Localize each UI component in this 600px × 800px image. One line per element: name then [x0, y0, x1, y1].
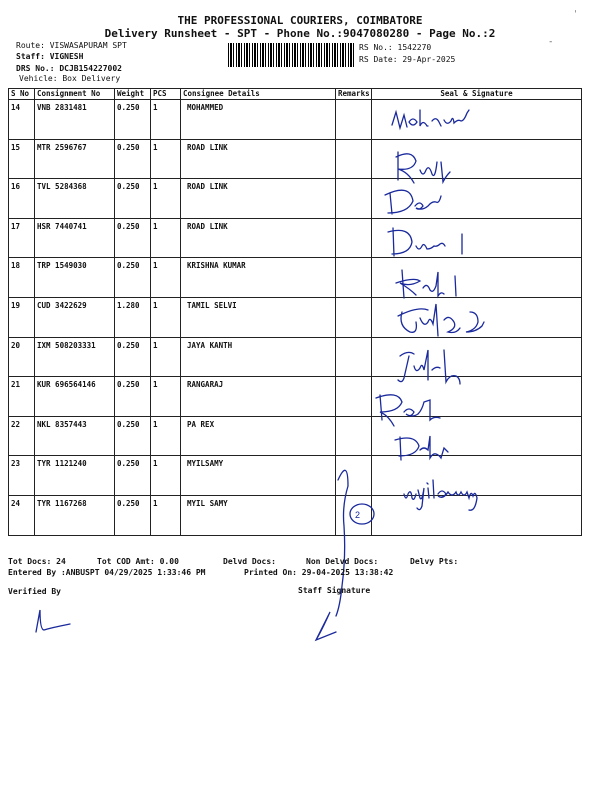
remark-circle-number: 2	[355, 510, 361, 520]
sno-cell: 22	[9, 416, 35, 456]
col-consignment-header: Consignment No	[35, 89, 115, 100]
route-label: Route: VISWASAPURAM SPT	[16, 41, 127, 50]
delivered-docs: Delvd Docs:	[223, 557, 276, 566]
delivery-table	[8, 88, 582, 536]
signature-cell	[372, 495, 582, 535]
consignment-cell: TYR 1167268	[35, 495, 115, 535]
pcs-cell: 1	[151, 456, 181, 496]
remarks-cell	[336, 179, 372, 219]
sno-cell: 17	[9, 218, 35, 258]
signature-cell	[372, 139, 582, 179]
weight-cell: 0.250	[115, 337, 151, 377]
sno-cell: 20	[9, 337, 35, 377]
total-docs: Tot Docs: 24	[8, 557, 66, 566]
table-row	[9, 416, 582, 456]
printed-on: Printed On: 29-04-2025 13:38:42	[244, 568, 394, 577]
pcs-cell: 1	[151, 258, 181, 298]
verified-by-signature	[36, 610, 70, 632]
table-row	[9, 179, 582, 219]
consignment-cell: TYR 1121240	[35, 456, 115, 496]
remarks-cell	[336, 218, 372, 258]
sno-cell: 19	[9, 297, 35, 337]
weight-cell: 0.250	[115, 495, 151, 535]
signature-cell	[372, 100, 582, 140]
sno-cell: 16	[9, 179, 35, 219]
col-consignee-header: Consignee Details	[181, 89, 336, 100]
remarks-cell	[336, 495, 372, 535]
pcs-cell: 1	[151, 416, 181, 456]
remarks-cell	[336, 297, 372, 337]
consignee-cell: TAMIL SELVI	[181, 297, 336, 337]
remarks-cell	[336, 139, 372, 179]
signature-cell	[372, 179, 582, 219]
consignee-cell: MOHAMMED	[181, 100, 336, 140]
company-title: THE PROFESSIONAL COURIERS, COIMBATORE	[177, 14, 423, 27]
weight-cell: 0.250	[115, 218, 151, 258]
remarks-cell	[336, 258, 372, 298]
signature-cell	[372, 416, 582, 456]
consignee-cell: JAYA KANTH	[181, 337, 336, 377]
staff-signature-label: Staff Signature	[298, 586, 371, 595]
sno-cell: 21	[9, 377, 35, 417]
table-row	[9, 218, 582, 258]
weight-cell: 0.250	[115, 377, 151, 417]
signature-cell	[372, 456, 582, 496]
consignee-cell: KRISHNA KUMAR	[181, 258, 336, 298]
table-row	[9, 297, 582, 337]
total-cod-amount: Tot COD Amt: 0.00	[97, 557, 179, 566]
col-pcs-header: PCS	[151, 89, 181, 100]
signature-cell	[372, 218, 582, 258]
sno-cell: 24	[9, 495, 35, 535]
consignee-cell: ROAD LINK	[181, 218, 336, 258]
consignment-cell: CUD 3422629	[35, 297, 115, 337]
delivery-points: Delvy Pts:	[410, 557, 459, 566]
staff-label: Staff: VIGNESH	[16, 52, 84, 61]
consignee-cell: MYIL SAMY	[181, 495, 336, 535]
table-row	[9, 377, 582, 417]
table-row	[9, 139, 582, 179]
pcs-cell: 1	[151, 218, 181, 258]
table-row	[9, 495, 582, 535]
col-remarks-header: Remarks	[336, 89, 372, 100]
remarks-cell	[336, 337, 372, 377]
corner-mark: -	[548, 37, 554, 47]
remarks-cell	[336, 416, 372, 456]
pcs-cell: 1	[151, 179, 181, 219]
remarks-cell	[336, 456, 372, 496]
remarks-cell	[336, 377, 372, 417]
consignment-cell: IXM 508203331	[35, 337, 115, 377]
consignment-cell: NKL 8357443	[35, 416, 115, 456]
weight-cell: 0.250	[115, 179, 151, 219]
sno-cell: 15	[9, 139, 35, 179]
table-row	[9, 337, 582, 377]
table-row	[9, 456, 582, 496]
sno-cell: 23	[9, 456, 35, 496]
consignment-cell: TVL 5284368	[35, 179, 115, 219]
signature-cell	[372, 337, 582, 377]
corner-mark: ˈ	[573, 10, 579, 20]
signature-row-23-text: myilsamy	[402, 500, 406, 501]
signature-cell	[372, 258, 582, 298]
vehicle-label: Vehicle: Box Delivery	[19, 74, 121, 83]
weight-cell: 1.280	[115, 297, 151, 337]
verified-by-label: Verified By	[8, 587, 61, 596]
table-row	[9, 100, 582, 140]
consignee-cell: ROAD LINK	[181, 179, 336, 219]
sno-cell: 18	[9, 258, 35, 298]
pcs-cell: 1	[151, 337, 181, 377]
entered-by: Entered By :ANBUSPT 04/29/2025 1:33:46 PM	[8, 568, 206, 577]
staff-signature-mark	[316, 612, 336, 640]
weight-cell: 0.250	[115, 416, 151, 456]
consignment-cell: VNB 2831481	[35, 100, 115, 140]
barcode	[228, 43, 354, 67]
consignment-cell: MTR 2596767	[35, 139, 115, 179]
runsheet-subtitle: Delivery Runsheet - SPT - Phone No.:9047080280 - Page No.:2	[104, 27, 496, 40]
weight-cell: 0.250	[115, 456, 151, 496]
table-header-row	[9, 89, 582, 100]
consignment-cell: KUR 696564146	[35, 377, 115, 417]
sno-cell: 14	[9, 100, 35, 140]
pcs-cell: 1	[151, 377, 181, 417]
pcs-cell: 1	[151, 495, 181, 535]
rs-date: RS Date: 29-Apr-2025	[359, 55, 456, 64]
rs-number: RS No.: 1542270	[359, 43, 432, 52]
signature-cell	[372, 297, 582, 337]
consignee-cell: ROAD LINK	[181, 139, 336, 179]
drs-number: DRS No.: DCJB154227002	[16, 64, 122, 73]
consignee-cell: PA REX	[181, 416, 336, 456]
consignee-cell: RANGARAJ	[181, 377, 336, 417]
weight-cell: 0.250	[115, 258, 151, 298]
weight-cell: 0.250	[115, 100, 151, 140]
col-sno-header: S No	[9, 89, 35, 100]
pcs-cell: 1	[151, 100, 181, 140]
table-row	[9, 258, 582, 298]
pcs-cell: 1	[151, 297, 181, 337]
weight-cell: 0.250	[115, 139, 151, 179]
consignee-cell: MYILSAMY	[181, 456, 336, 496]
remarks-cell	[336, 100, 372, 140]
pcs-cell: 1	[151, 139, 181, 179]
col-signature-header: Seal & Signature	[372, 89, 582, 100]
consignment-cell: HSR 7440741	[35, 218, 115, 258]
col-weight-header: Weight	[115, 89, 151, 100]
signature-cell	[372, 377, 582, 417]
consignment-cell: TRP 1549030	[35, 258, 115, 298]
non-delivered-docs: Non Delvd Docs:	[306, 557, 379, 566]
